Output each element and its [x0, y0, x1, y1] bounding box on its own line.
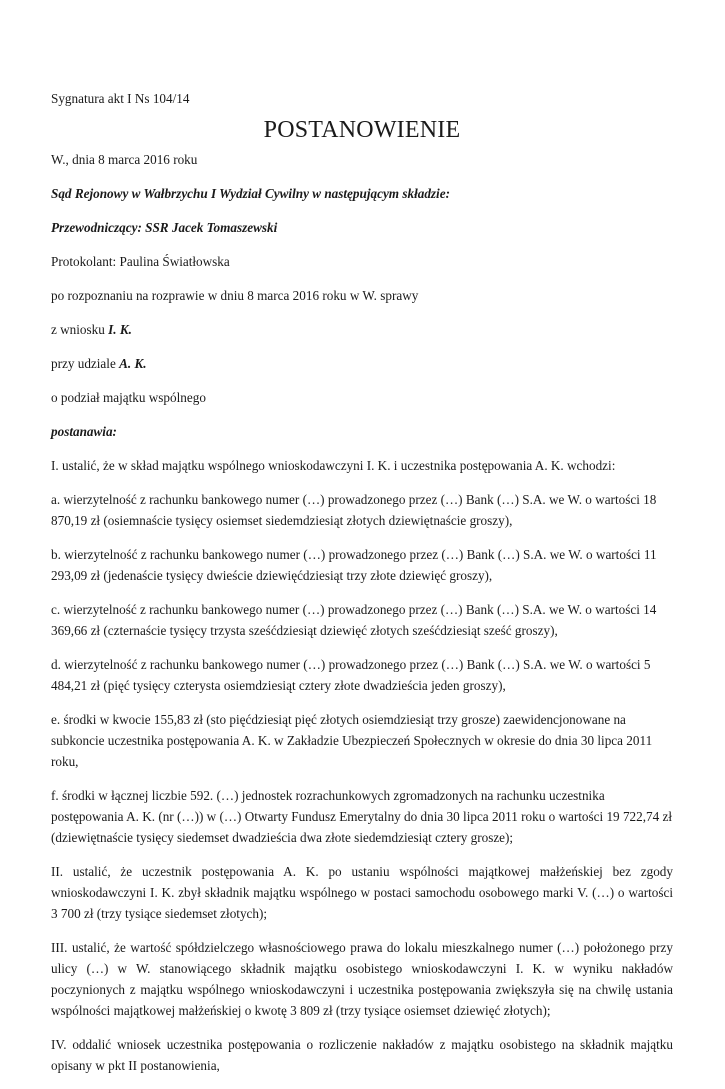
hearing-line: po rozpoznaniu na rozprawie w dniu 8 marca 2016 roku w W. sprawy [51, 288, 419, 303]
subject-line: o podział majątku wspólnego [51, 390, 206, 405]
paragraph-II: II. ustalić, że uczestnik postępowania A. K. po ustaniu wspólności majątkowej małżeńskiej bez zgody wnioskodawczyni I. K. zbył składnik majątku wspólnego w postaci samochodu osobowego marki V. (…) o wartości 3 700 zł (trzy tysiące siedemset złotych); [51, 864, 673, 921]
chair-line: Przewodniczący: SSR Jacek Tomaszewski [51, 220, 278, 235]
participant-line [51, 353, 673, 374]
court-line: Sąd Rejonowy w Wałbrzychu I Wydział Cywilny w następującym składzie: [51, 186, 450, 201]
paragraph-IV: IV. oddalić wniosek uczestnika postępowania o rozliczenie nakładów z majątku osobistego na składnik majątku opisany w pkt II postanowienia, [51, 1037, 673, 1073]
paragraph-b: b. wierzytelność z rachunku bankowego numer (…) prowadzonego przez (…) Bank (…) S.A. we W. o wartości 11 293,09 zł (jedenaście tysięcy dwieście dziewięćdziesiąt trzy złote dziewięć groszy), [51, 547, 657, 583]
case-signature: Sygnatura akt I Ns 104/14 [51, 91, 190, 106]
paragraph-c: c. wierzytelność z rachunku bankowego numer (…) prowadzonego przez (…) Bank (…) S.A. we W. o wartości 14 369,66 zł (czternaście tysięcy trzysta sześćdziesiąt dziewięć złotych sześćdziesiąt sześć groszy), [51, 602, 657, 638]
decides-heading: postanawia: [51, 424, 117, 439]
paragraph-e: e. środki w kwocie 155,83 zł (sto pięćdziesiąt pięć złotych osiemdziesiąt trzy grosze) zaewidencjonowane na subkoncie uczestnika postępowania A. K. w Zakładzie Ubezpieczeń Społecznych w okresie do dnia 30 lipca 2011 roku, [51, 712, 653, 769]
paragraph-f: f. środki w łącznej liczbie 592. (…) jednostek rozrachunkowych zgromadzonych na rachunku uczestnika postępowania A. K. (nr (…)) w (…) Otwarty Fundusz Emerytalny do dnia 30 lipca 2011 roku o wartości 19 722,74 zł (dziewiętnaście tysięcy siedemset dwadzieścia dwa złote siedemdziesiąt cztery grosze); [51, 788, 673, 845]
participant-prefix: przy udziale [51, 356, 120, 371]
participant-name: A. K. [119, 356, 147, 371]
document-title: POSTANOWIENIE [263, 117, 461, 143]
clerk-line: Protokolant: Paulina Światłowska [51, 254, 230, 269]
paragraph-I: I. ustalić, że w skład majątku wspólnego wnioskodawczyni I. K. i uczestnika postępowania A. K. wchodzi: [51, 458, 616, 473]
applicant-line [51, 319, 673, 340]
document-page [51, 88, 673, 1089]
paragraph-III: III. ustalić, że wartość spółdzielczego własnościowego prawa do lokalu mieszkalnego numer (…) położonego przy ulicy (…) w W. stanowiącego składnik majątku osobistego wnioskodawczyni I. K. w wyniku nakładów poczynionych z majątku wspólnego wnioskodawczyni i uczestnika postępowania zwiększyła się na chwilę ustania wspólności majątkowej małżeńskiej o kwotę 3 809 zł (trzy tysiące osiemset dziewięć złotych); [51, 940, 673, 1018]
date-line: W., dnia 8 marca 2016 roku [51, 152, 198, 167]
paragraph-d: d. wierzytelność z rachunku bankowego numer (…) prowadzonego przez (…) Bank (…) S.A. we W. o wartości 5 484,21 zł (pięć tysięcy czterysta osiemdziesiąt cztery złote dwadzieścia jeden groszy), [51, 657, 651, 693]
applicant-prefix: z wniosku [51, 322, 109, 337]
paragraph-a: a. wierzytelność z rachunku bankowego numer (…) prowadzonego przez (…) Bank (…) S.A. we W. o wartości 18 870,19 zł (osiemnaście tysięcy osiemset siedemdziesiąt złotych dziewiętnaście groszy), [51, 492, 657, 528]
applicant-name: I. K. [108, 322, 132, 337]
